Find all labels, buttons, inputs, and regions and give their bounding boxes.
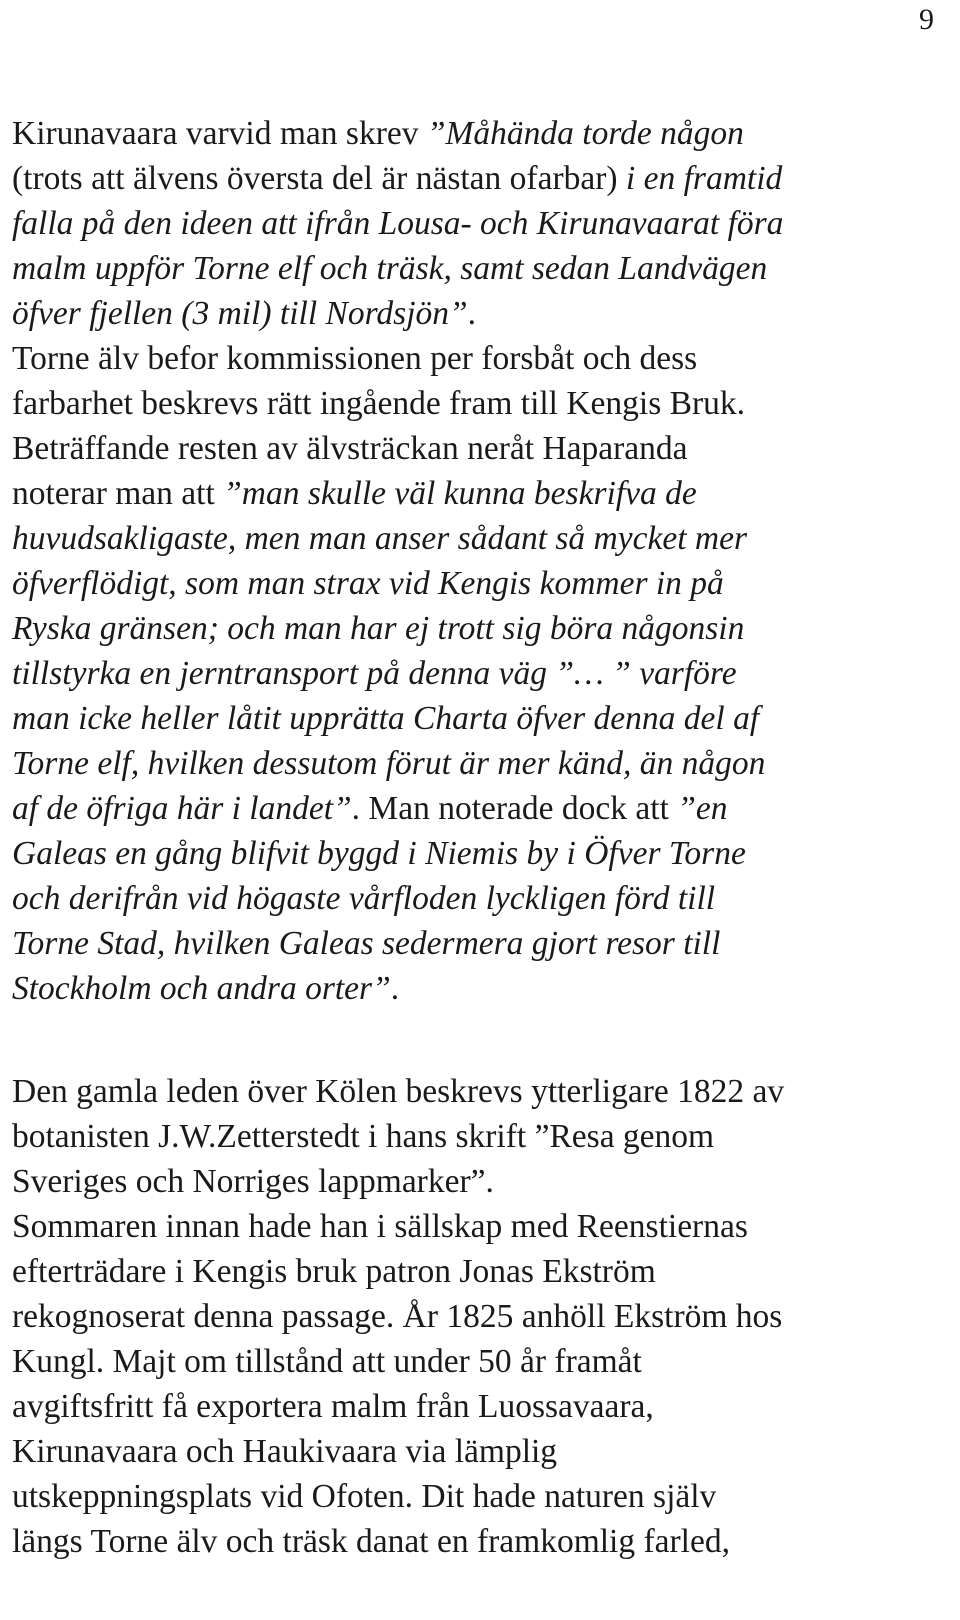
text-segment: (trots att älvens översta del är nästan ofarbar)	[12, 160, 626, 197]
italic-quote-segment: af de öfriga här i landet”	[12, 790, 352, 827]
paragraph-1	[12, 111, 948, 1011]
italic-quote-segment: tillstyrka en jerntransport på denna väg ”… ” varföre	[12, 655, 737, 692]
text-line	[12, 1114, 948, 1159]
italic-quote-segment: öfverflödigt, som man strax vid Kengis kommer in på	[12, 565, 724, 602]
text-segment: Kirunavaara och Haukivaara via lämplig	[12, 1433, 558, 1470]
text-line	[12, 336, 948, 381]
text-line	[12, 1384, 948, 1429]
paragraph-2	[12, 1069, 948, 1564]
italic-quote-segment: man icke heller låtit upprätta Charta öfver denna del af	[12, 700, 760, 737]
text-line	[12, 966, 948, 1011]
text-line	[12, 1519, 948, 1564]
text-segment: botanisten J.W.Zetterstedt i hans skrift ”Resa genom	[12, 1118, 715, 1155]
text-line	[12, 606, 948, 651]
italic-quote-segment: huvudsakligaste, men man anser sådant så mycket mer	[12, 520, 748, 557]
text-line	[12, 1204, 948, 1249]
text-line	[12, 1159, 948, 1204]
text-line	[12, 201, 948, 246]
text-line	[12, 246, 948, 291]
text-segment: Torne älv befor kommissionen per forsbåt och dess	[12, 340, 698, 377]
text-line	[12, 741, 948, 786]
text-segment: utskeppningsplats vid Ofoten. Dit hade naturen själv	[12, 1478, 717, 1515]
italic-quote-segment: Torne Stad, hvilken Galeas sedermera gjort resor till	[12, 925, 721, 962]
italic-quote-segment: och derifrån vid högaste vårfloden lyckligen förd till	[12, 880, 716, 917]
page-number: 9	[919, 3, 934, 36]
text-segment: .	[390, 970, 400, 1007]
text-line	[12, 471, 948, 516]
text-line	[12, 786, 948, 831]
italic-quote-segment: Stockholm och andra orter”	[12, 970, 391, 1007]
text-segment: längs Torne älv och träsk danat en framkomlig farled,	[12, 1523, 730, 1560]
text-segment: . Man noterade dock att	[351, 790, 678, 827]
italic-quote-segment: malm uppför Torne elf och träsk, samt sedan Landvägen	[12, 250, 768, 287]
text-segment: avgiftsfritt få exportera malm från Luossavaara,	[12, 1388, 654, 1425]
italic-quote-segment: öfver fjellen (3 mil) till Nordsjön”	[12, 295, 468, 332]
text-line	[12, 111, 948, 156]
text-segment: Beträffande resten av älvsträckan neråt Haparanda	[12, 430, 688, 467]
italic-quote-segment: ”en	[677, 790, 728, 827]
text-segment: rekognoserat denna passage. År 1825 anhöll Ekström hos	[12, 1298, 783, 1335]
text-line	[12, 516, 948, 561]
text-segment: Sommaren innan hade han i sällskap med Reenstiernas	[12, 1208, 748, 1245]
text-segment: Sveriges och Norriges lappmarker”.	[12, 1163, 494, 1200]
text-line	[12, 831, 948, 876]
italic-quote-segment: Galeas en gång blifvit byggd i Niemis by i Öfver Torne	[12, 835, 746, 872]
text-line	[12, 696, 948, 741]
text-line	[12, 426, 948, 471]
text-line	[12, 921, 948, 966]
italic-quote-segment: ”man skulle väl kunna beskrifva de	[223, 475, 697, 512]
text-line	[12, 876, 948, 921]
italic-quote-segment: Ryska gränsen; och man har ej trott sig böra någonsin	[12, 610, 745, 647]
text-line	[12, 1294, 948, 1339]
text-segment: Kungl. Majt om tillstånd att under 50 år framåt	[12, 1343, 642, 1380]
text-line	[12, 561, 948, 606]
italic-quote-segment: ”Måhända torde någon	[426, 115, 744, 152]
text-segment: efterträdare i Kengis bruk patron Jonas Ekström	[12, 1253, 656, 1290]
text-line	[12, 291, 948, 336]
text-line	[12, 381, 948, 426]
text-segment: .	[467, 295, 477, 332]
italic-quote-segment: falla på den ideen att ifrån Lousa- och Kirunavaarat föra	[12, 205, 784, 242]
text-line	[12, 156, 948, 201]
text-segment: Kirunavaara varvid man skrev	[12, 115, 427, 152]
text-line	[12, 1474, 948, 1519]
text-line	[12, 1249, 948, 1294]
text-line	[12, 1429, 948, 1474]
text-line	[12, 1069, 948, 1114]
text-line	[12, 1339, 948, 1384]
text-segment: noterar man att	[12, 475, 224, 512]
italic-quote-segment: Torne elf, hvilken dessutom förut är mer känd, än någon	[12, 745, 766, 782]
italic-quote-segment: i en framtid	[625, 160, 783, 197]
text-segment: Den gamla leden över Kölen beskrevs ytterligare 1822 av	[12, 1073, 785, 1110]
text-segment: farbarhet beskrevs rätt ingående fram till Kengis Bruk.	[12, 385, 746, 422]
text-line	[12, 651, 948, 696]
